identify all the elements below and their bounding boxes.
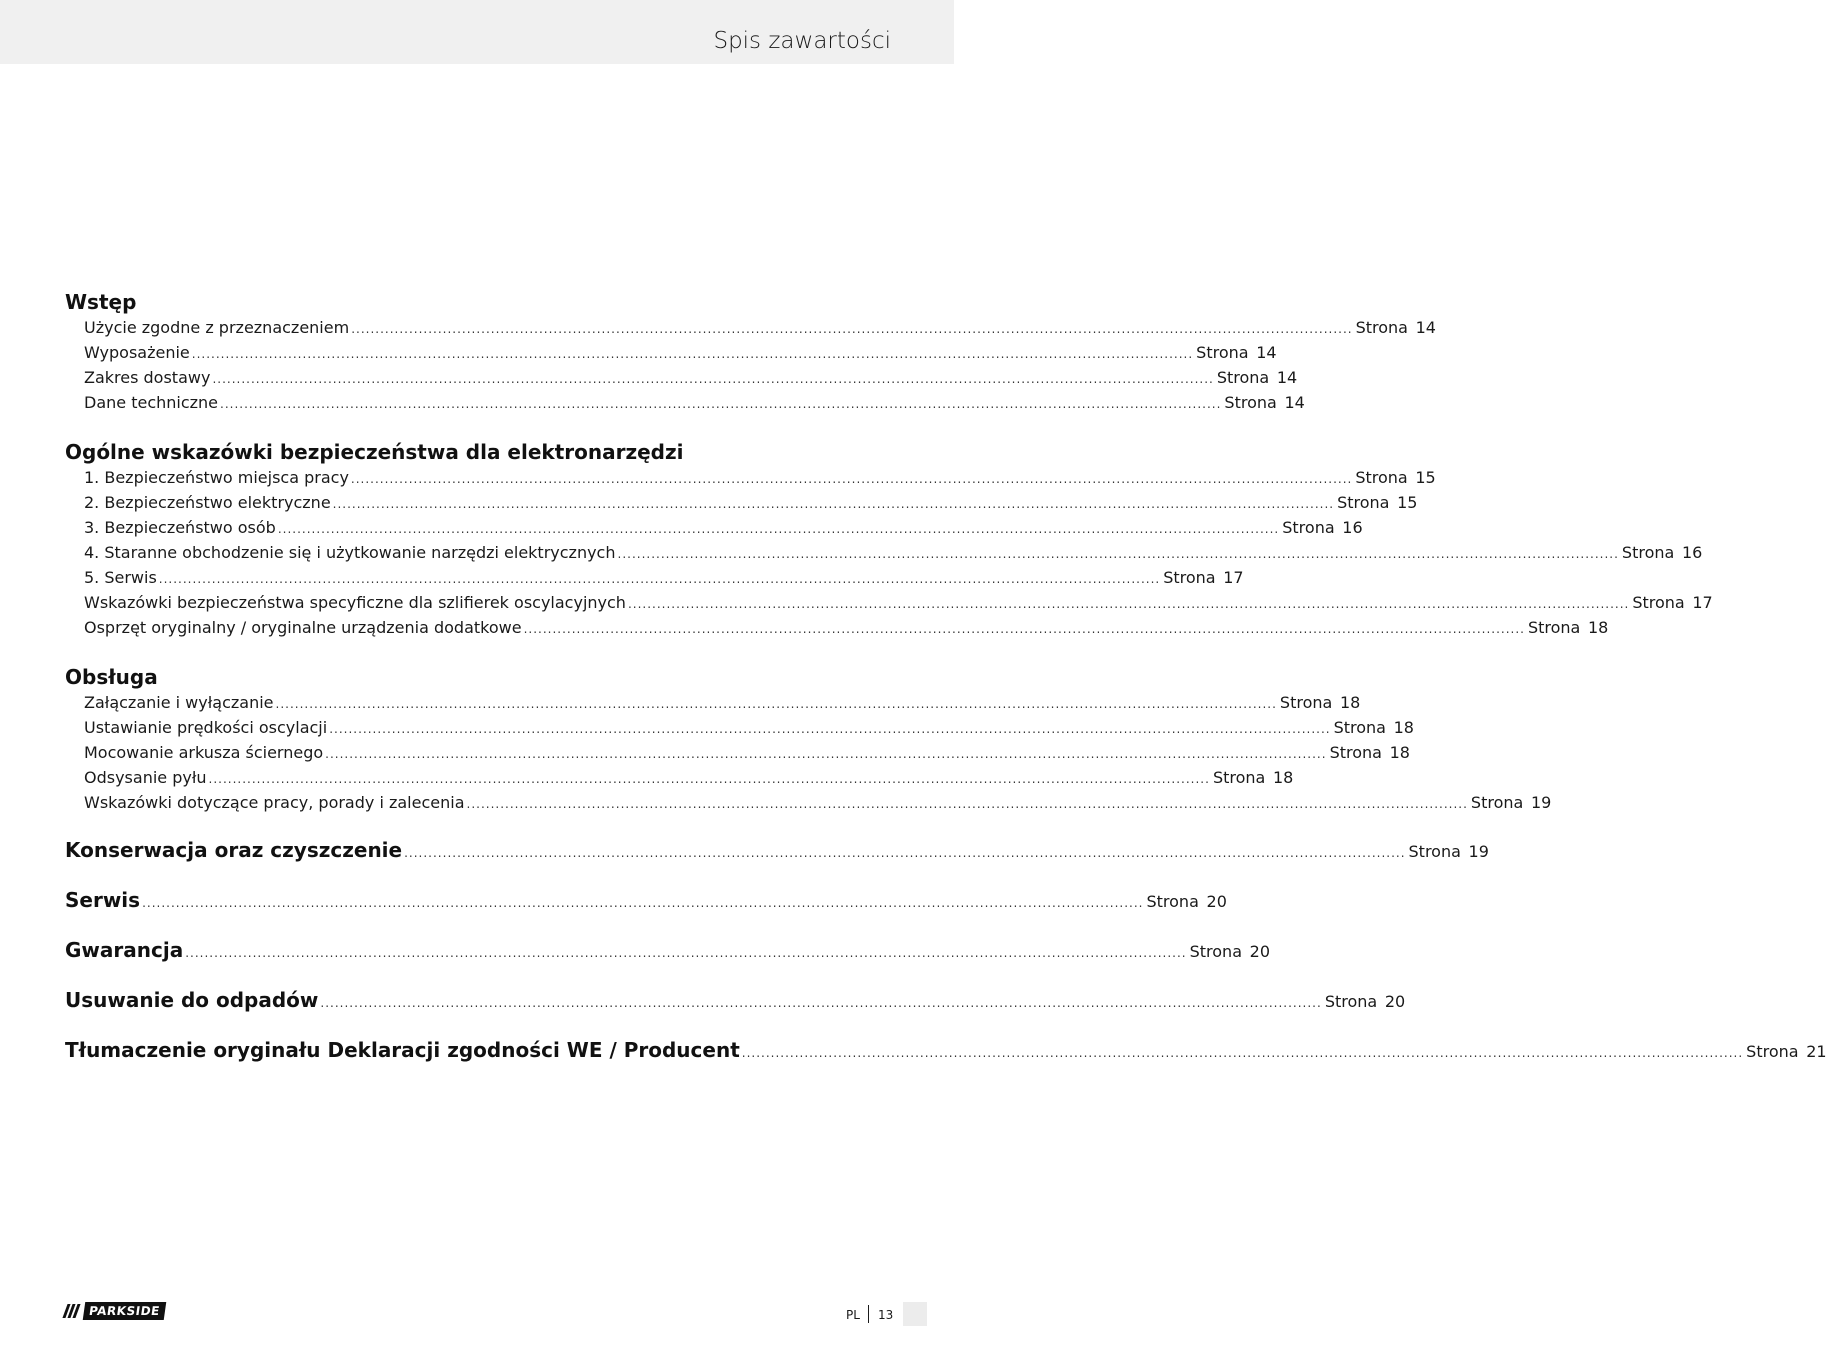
toc-entry-label: Wskazówki bezpieczeństwa specyficzne dla szlifierek oscylacyjnych bbox=[84, 593, 626, 612]
toc-entry[interactable] bbox=[84, 768, 1294, 790]
toc-entry[interactable] bbox=[84, 568, 1244, 590]
dot-leader: ................................................................................................................................................................................................................ bbox=[404, 846, 1406, 860]
section-heading-konserwacja: Konserwacja oraz czyszczenie bbox=[65, 838, 403, 862]
logo-stripes-icon bbox=[65, 1304, 80, 1318]
dot-leader: ................................................................................................................................................................................................................ bbox=[275, 697, 1277, 711]
page-word: Strona bbox=[1212, 768, 1266, 787]
section-heading-usuwanie: Usuwanie do odpadów bbox=[65, 988, 319, 1012]
dot-leader: ................................................................................................................................................................................................................ bbox=[191, 347, 1194, 361]
page-number: 18 bbox=[1588, 618, 1609, 637]
toc-entry-label: Zakres dostawy bbox=[84, 368, 211, 387]
dot-leader: ................................................................................................................................................................................................................ bbox=[185, 946, 1187, 960]
toc-entry[interactable] bbox=[84, 718, 1414, 740]
page-number: 19 bbox=[1468, 842, 1489, 861]
toc-entry-label: Ustawianie prędkości oscylacji bbox=[84, 718, 328, 737]
toc-entry[interactable] bbox=[84, 743, 1410, 765]
toc-entry-label: 2. Bezpieczeństwo elektryczne bbox=[84, 493, 331, 512]
page-number: 20 bbox=[1384, 992, 1406, 1011]
toc-entry-label: Wyposażenie bbox=[84, 343, 190, 362]
dot-leader: ................................................................................................................................................................................................................ bbox=[212, 372, 1214, 386]
dot-leader: ................................................................................................................................................................................................................ bbox=[277, 522, 1280, 536]
page-number: 15 bbox=[1415, 468, 1436, 487]
page-title: Spis zawartości bbox=[713, 28, 891, 54]
section-heading-wstep[interactable]: Wstęp bbox=[65, 290, 137, 314]
toc-entry[interactable] bbox=[84, 618, 1609, 640]
toc-section-konserwacja[interactable] bbox=[65, 838, 1489, 868]
toc-entry-label: Użycie zgodne z przeznaczeniem bbox=[84, 318, 350, 337]
dot-leader: ................................................................................................................................................................................................................ bbox=[325, 747, 1327, 761]
dot-leader: ................................................................................................................................................................................................................ bbox=[220, 397, 1222, 411]
page-number: 15 bbox=[1397, 493, 1418, 512]
logo-text: PARKSIDE bbox=[83, 1302, 166, 1320]
page-word: Strona bbox=[1329, 743, 1382, 762]
page-number: 17 bbox=[1223, 568, 1244, 587]
toc-entry[interactable] bbox=[84, 468, 1436, 490]
toc-entry-label: Dane techniczne bbox=[84, 393, 219, 412]
dot-leader: ................................................................................................................................................................................................................ bbox=[142, 896, 1144, 910]
page-number: 17 bbox=[1692, 593, 1713, 612]
toc-entry-label: Załączanie i wyłączanie bbox=[84, 693, 274, 712]
page-number: 14 bbox=[1256, 343, 1277, 362]
header-bar bbox=[0, 0, 954, 64]
toc-entry[interactable] bbox=[84, 368, 1298, 390]
toc-entry[interactable] bbox=[84, 793, 1552, 815]
dot-leader: ................................................................................................................................................................................................................ bbox=[350, 472, 1353, 486]
toc-entry[interactable] bbox=[84, 318, 1436, 340]
page-word: Strona bbox=[1333, 718, 1386, 737]
page-word: Strona bbox=[1621, 543, 1675, 562]
section-heading-deklaracja: Tłumaczenie oryginału Deklaracji zgodności WE / Producent bbox=[65, 1038, 740, 1062]
footer-page-number: 13 bbox=[878, 1308, 894, 1322]
section-heading-safety[interactable]: Ogólne wskazówki bezpieczeństwa dla elektronarzędzi bbox=[65, 440, 684, 464]
page-word: Strona bbox=[1408, 842, 1461, 861]
page-word: Strona bbox=[1189, 942, 1242, 961]
page-word: Strona bbox=[1470, 793, 1524, 812]
language-code: PL bbox=[846, 1308, 860, 1322]
toc-entry[interactable] bbox=[84, 593, 1713, 615]
toc-entry-label: Odsysanie pyłu bbox=[84, 768, 207, 787]
section-heading-serwis: Serwis bbox=[65, 888, 141, 912]
toc-entry-label: Wskazówki dotyczące pracy, porady i zalecenia bbox=[84, 793, 465, 812]
dot-leader: ................................................................................................................................................................................................................ bbox=[466, 797, 1468, 811]
page-number: 21 bbox=[1806, 1042, 1827, 1061]
footer-divider bbox=[868, 1305, 869, 1323]
page-word: Strona bbox=[1746, 1042, 1799, 1061]
dot-leader: ................................................................................................................................................................................................................ bbox=[158, 572, 1161, 586]
toc-section-serwis[interactable] bbox=[65, 888, 1227, 918]
page-number: 18 bbox=[1272, 768, 1294, 787]
toc-entry[interactable] bbox=[84, 343, 1277, 365]
toc-entry-label: 5. Serwis bbox=[84, 568, 157, 587]
page-word: Strona bbox=[1337, 493, 1390, 512]
page-word: Strona bbox=[1324, 992, 1378, 1011]
dot-leader: ................................................................................................................................................................................................................ bbox=[351, 322, 1353, 336]
dot-leader: ................................................................................................................................................................................................................ bbox=[332, 497, 1335, 511]
page-word: Strona bbox=[1282, 518, 1335, 537]
toc-entry[interactable] bbox=[84, 518, 1363, 540]
parkside-logo bbox=[65, 1302, 165, 1320]
toc-entry-label: Osprzęt oryginalny / oryginalne urządzenia dodatkowe bbox=[84, 618, 522, 637]
page-number: 18 bbox=[1339, 693, 1361, 712]
page-word: Strona bbox=[1196, 343, 1249, 362]
page-word: Strona bbox=[1279, 693, 1333, 712]
toc-section-deklaracja[interactable] bbox=[65, 1038, 1827, 1068]
section-heading-obsluga[interactable]: Obsługa bbox=[65, 665, 158, 689]
dot-leader: ................................................................................................................................................................................................................ bbox=[329, 722, 1331, 736]
page-word: Strona bbox=[1216, 368, 1270, 387]
page-number: 16 bbox=[1342, 518, 1363, 537]
toc-section-usuwanie[interactable] bbox=[65, 988, 1406, 1018]
page-number: 20 bbox=[1249, 942, 1270, 961]
dot-leader: ................................................................................................................................................................................................................ bbox=[523, 622, 1525, 636]
page-number: 18 bbox=[1389, 743, 1410, 762]
page-word: Strona bbox=[1163, 568, 1216, 587]
page-number: 14 bbox=[1284, 393, 1305, 412]
toc-entry-label: Mocowanie arkusza ściernego bbox=[84, 743, 324, 762]
page-word: Strona bbox=[1355, 468, 1408, 487]
page-word: Strona bbox=[1355, 318, 1408, 337]
page-tab-marker bbox=[903, 1302, 927, 1326]
toc-section-gwarancja[interactable] bbox=[65, 938, 1270, 968]
page-number: 14 bbox=[1415, 318, 1436, 337]
dot-leader: ................................................................................................................................................................................................................ bbox=[617, 547, 1619, 561]
toc-entry-label: 4. Staranne obchodzenie się i użytkowanie narzędzi elektrycznych bbox=[84, 543, 616, 562]
dot-leader: ................................................................................................................................................................................................................ bbox=[627, 597, 1630, 611]
page-word: Strona bbox=[1224, 393, 1277, 412]
toc-entry[interactable] bbox=[84, 393, 1305, 415]
toc-entry-label: 1. Bezpieczeństwo miejsca pracy bbox=[84, 468, 349, 487]
page-word: Strona bbox=[1146, 892, 1199, 911]
page-number: 19 bbox=[1530, 793, 1552, 812]
dot-leader: ................................................................................................................................................................................................................ bbox=[741, 1046, 1744, 1060]
toc-entry[interactable] bbox=[84, 543, 1703, 565]
section-heading-gwarancja: Gwarancja bbox=[65, 938, 184, 962]
page-word: Strona bbox=[1632, 593, 1685, 612]
page-number: 18 bbox=[1393, 718, 1414, 737]
page-number: 14 bbox=[1276, 368, 1298, 387]
dot-leader: ................................................................................................................................................................................................................ bbox=[320, 996, 1322, 1010]
page-word: Strona bbox=[1527, 618, 1581, 637]
toc-entry[interactable] bbox=[84, 493, 1418, 515]
toc-entry[interactable] bbox=[84, 693, 1361, 715]
page-number: 16 bbox=[1681, 543, 1703, 562]
page-number: 20 bbox=[1206, 892, 1227, 911]
dot-leader: ................................................................................................................................................................................................................ bbox=[208, 772, 1210, 786]
toc-entry-label: 3. Bezpieczeństwo osób bbox=[84, 518, 276, 537]
